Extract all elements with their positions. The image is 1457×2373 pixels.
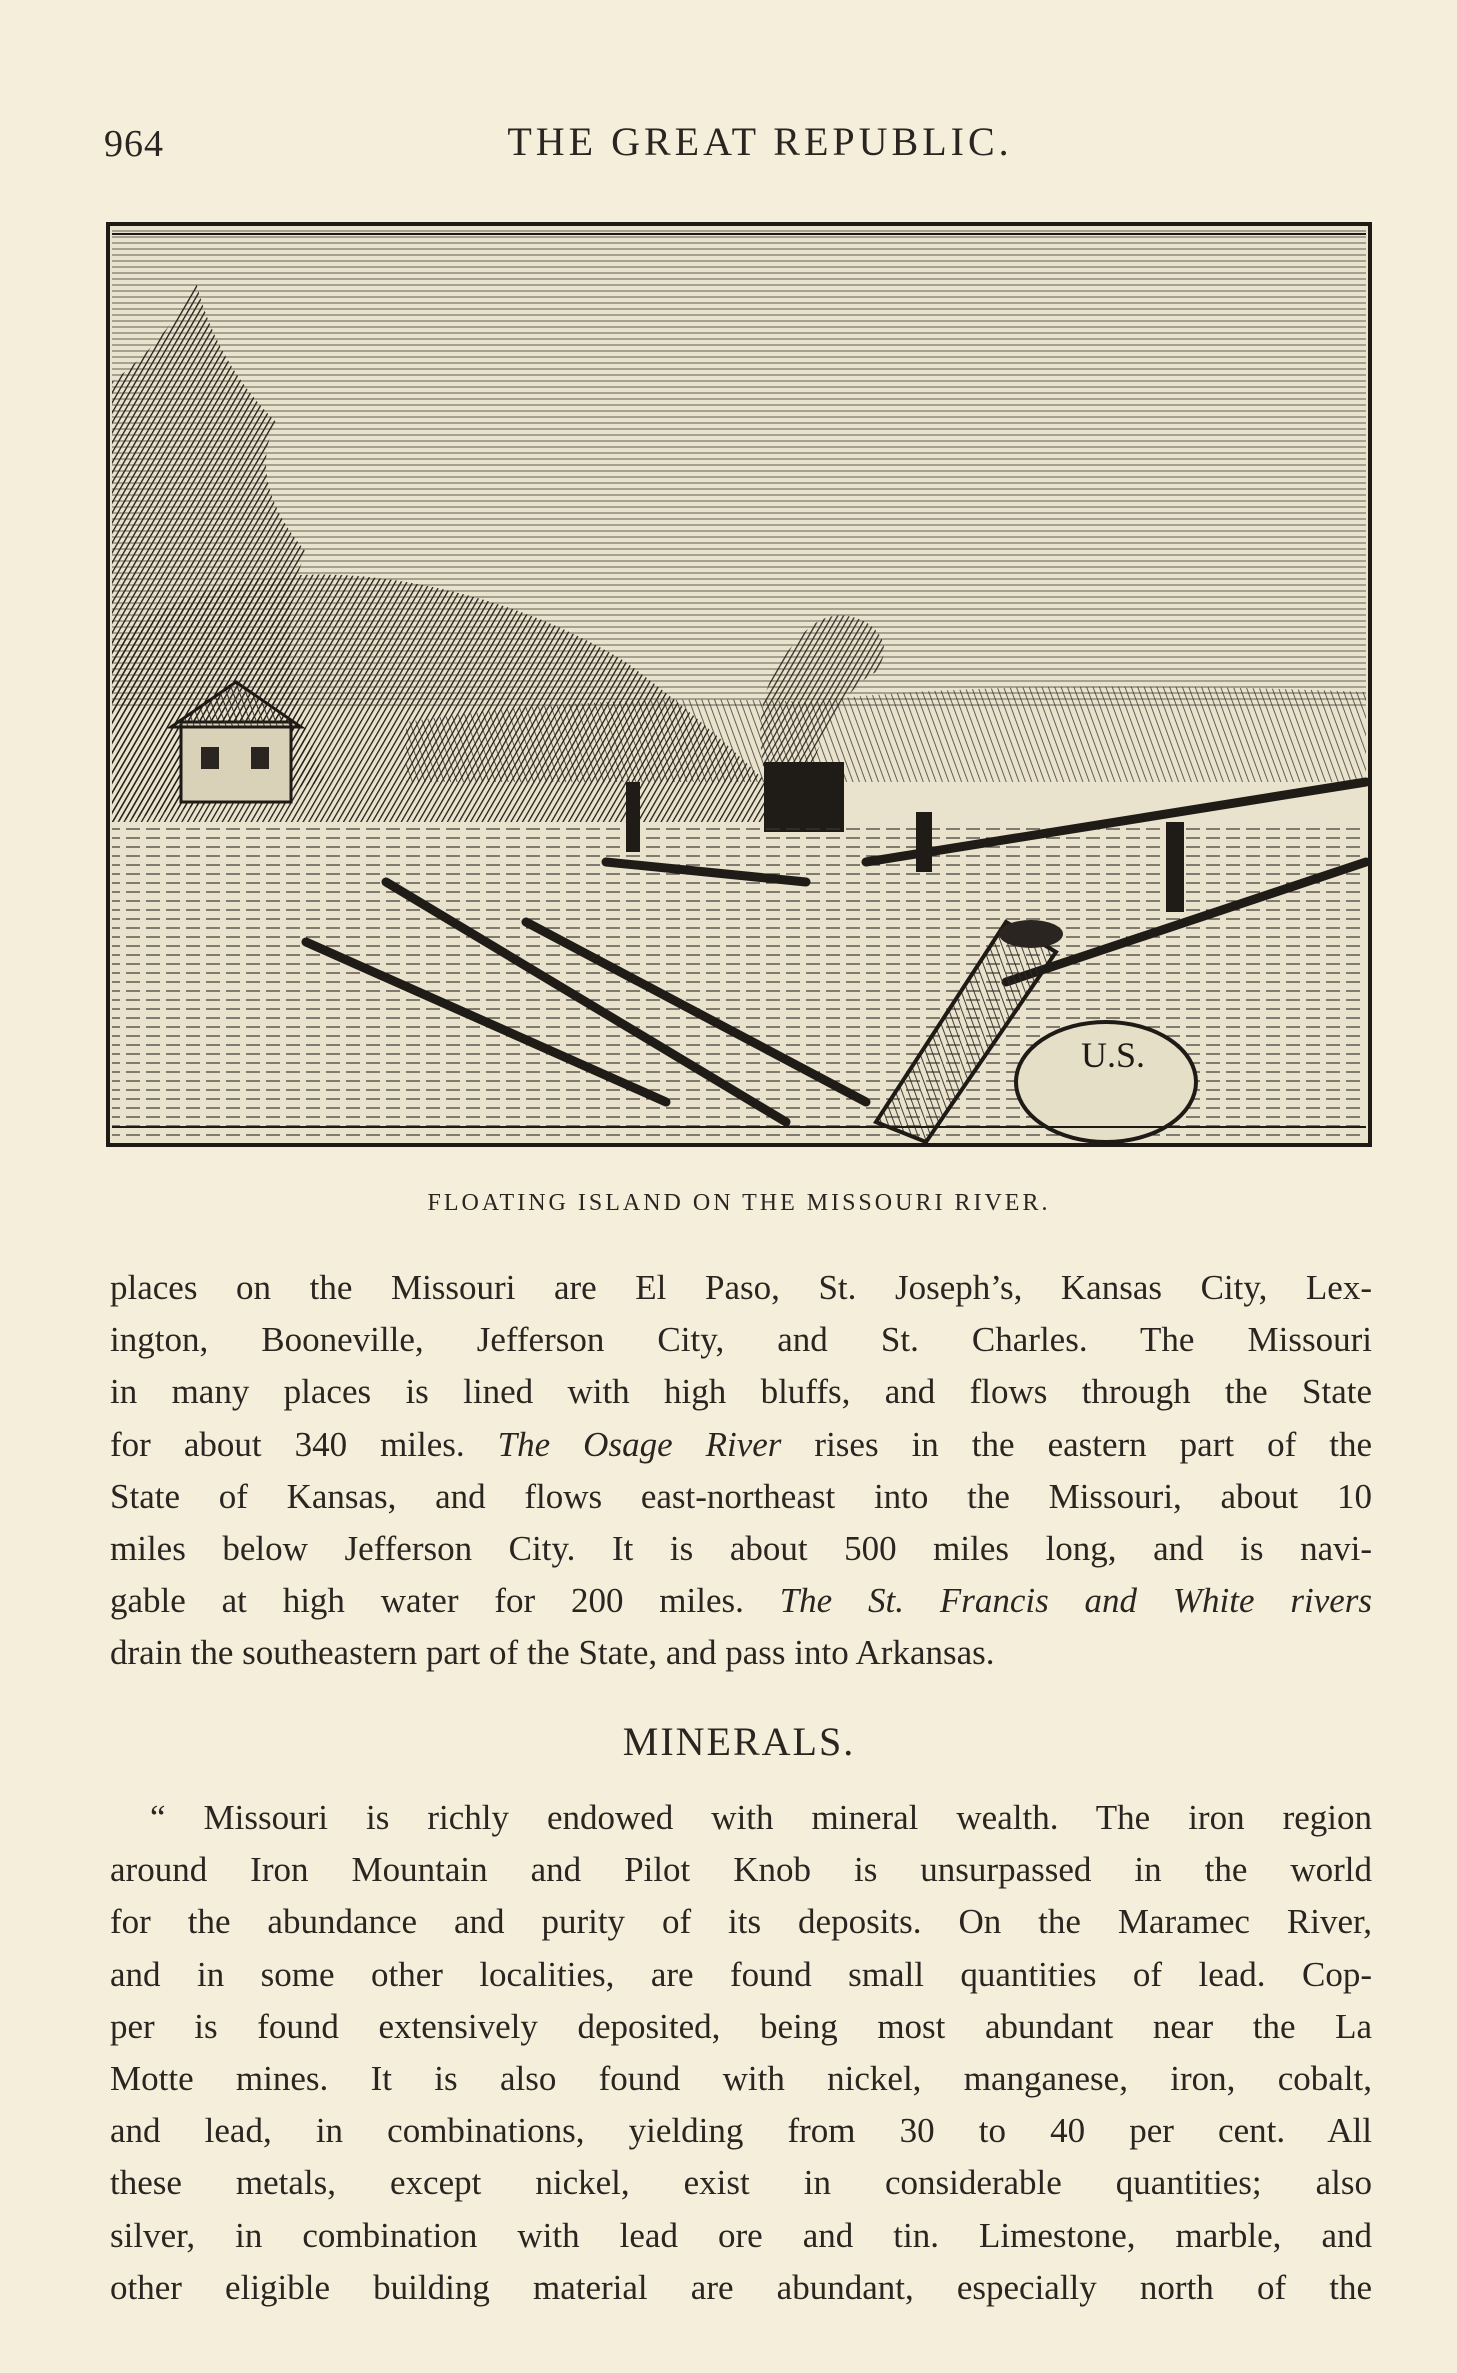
running-title: THE GREAT REPUBLIC.: [507, 119, 1013, 164]
st-francis-white-rivers-name: The St. Francis and White rivers: [779, 1581, 1373, 1621]
text-segment: for about 340 miles.: [110, 1424, 465, 1464]
text-line: silver, in combination with lead ore and tin. Limestone, marble, and: [110, 2215, 1372, 2255]
paragraph-rivers: [110, 1262, 1372, 1680]
hull-lettering: U.S.: [1081, 1035, 1146, 1075]
text-line: Motte mines. It is also found with nickel, manganese, iron, cobalt,: [110, 2059, 1372, 2099]
text-line: places on the Missouri are El Paso, St. Joseph’s, Kansas City, Lex-: [110, 1268, 1372, 1307]
text-line: per is found extensively deposited, being most abundant near the La: [110, 2006, 1372, 2046]
text-line: other eligible building material are abundant, especially north of the: [110, 2267, 1372, 2307]
text-segment: gable at high water for 200 miles.: [110, 1581, 744, 1621]
section-heading: MINERALS.: [622, 1719, 856, 1764]
text-line: and lead, in combinations, yielding from 30 to 40 per cent. All: [110, 2111, 1372, 2151]
steamboat: [764, 762, 844, 832]
text-segment: rises in the eastern part of the: [814, 1424, 1373, 1464]
engraving-illustration: [106, 222, 1372, 1147]
text-line: [110, 1575, 1372, 1627]
text-line: [110, 1419, 1372, 1471]
text-line: State of Kansas, and flows east-northeast into the Missouri, about 10: [110, 1476, 1372, 1516]
paddle-box-wreck: [1016, 1022, 1196, 1142]
text-line: for the abundance and purity of its deposits. On the Maramec River,: [110, 1902, 1372, 1942]
text-line: miles below Jefferson City. It is about 500 miles long, and is navi-: [110, 1529, 1372, 1569]
text-line: and in some other localities, are found small quantities of lead. Cop-: [110, 1954, 1372, 1994]
text-line: around Iron Mountain and Pilot Knob is unsurpassed in the world: [110, 1850, 1372, 1890]
text-line: ington, Booneville, Jefferson City, and St. Charles. The Missouri: [110, 1320, 1372, 1360]
figure-caption: FLOATING ISLAND ON THE MISSOURI RIVER.: [427, 1190, 1051, 1216]
text-line: these metals, except nickel, exist in considerable quantities; also: [110, 2163, 1372, 2203]
text-line: drain the southeastern part of the State, and pass into Arkansas.: [110, 1633, 995, 1673]
osage-river-name: The Osage River: [497, 1424, 782, 1464]
text-line: “ Missouri is richly endowed with mineral wealth. The iron region: [150, 1798, 1372, 1837]
page-number: 964: [104, 123, 164, 165]
text-line: in many places is lined with high bluffs, and flows through the State: [110, 1372, 1372, 1412]
paragraph-minerals: [110, 1792, 1372, 2314]
